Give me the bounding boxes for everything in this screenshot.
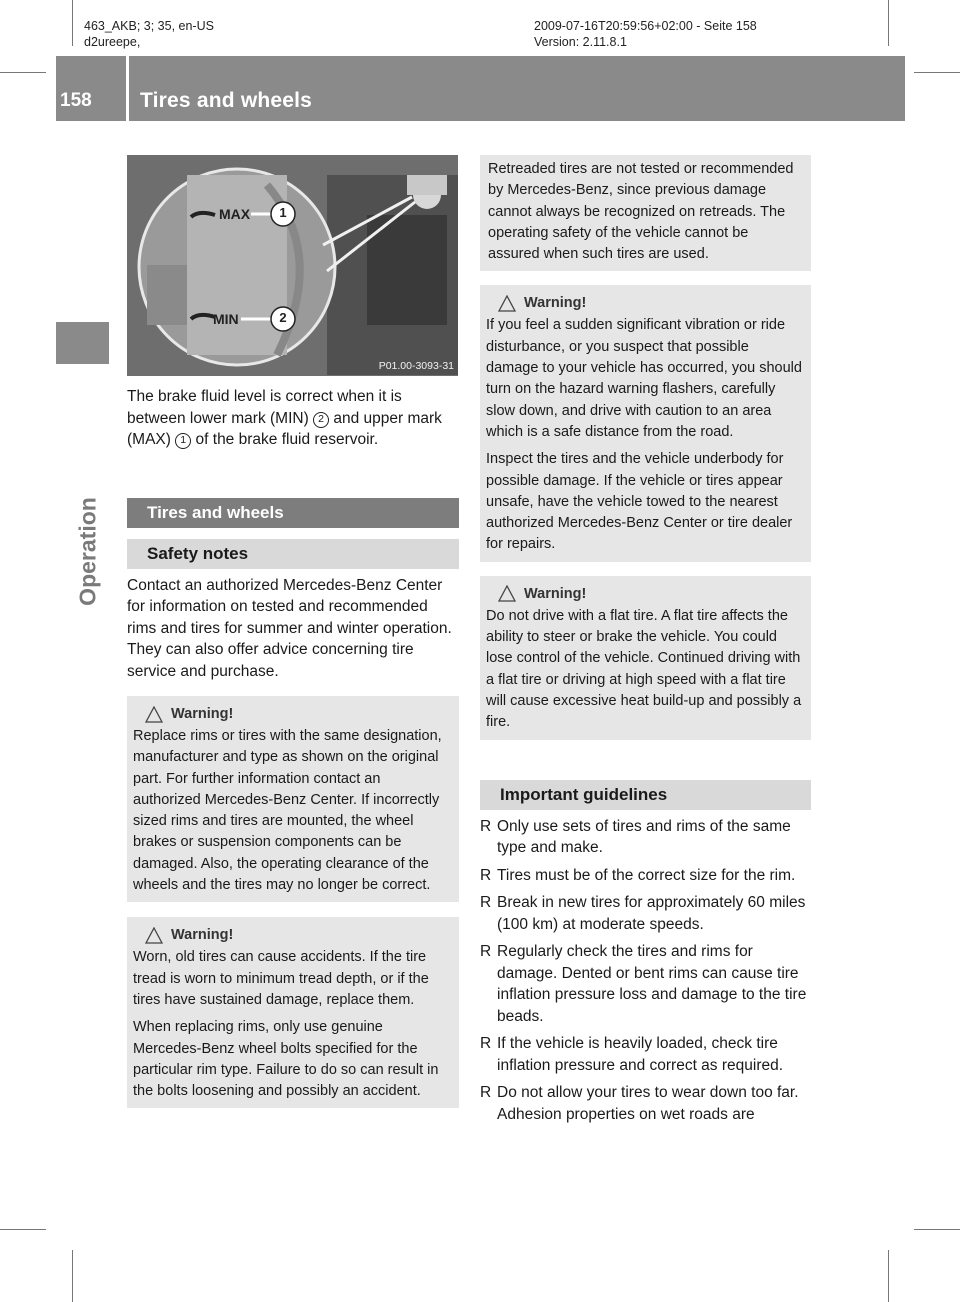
callout-2: 2 bbox=[279, 310, 287, 325]
warning-1-text: Replace rims or tires with the same designation, manufacturer and type as shown on the original part. For further information contact an authorized Mercedes-Benz Center. If incorrectly sized rims and tires are mounted, the wheel brakes or suspension components can be damaged. Also, the operating clearance of the wheels and the tires may no longer be correct. bbox=[133, 728, 442, 894]
warning-heading: Warning! bbox=[145, 702, 451, 726]
right-column bbox=[480, 155, 811, 1131]
photo-code: P01.00-3093-31 bbox=[378, 360, 454, 372]
warning-triangle-icon bbox=[145, 706, 163, 723]
safety-notes-heading: Safety notes bbox=[127, 539, 459, 569]
guidelines-list bbox=[480, 816, 811, 1126]
section-label bbox=[70, 490, 110, 630]
crop-mark bbox=[72, 0, 73, 46]
brake-fluid-reservoir-photo bbox=[127, 155, 458, 376]
reservoir-illustration bbox=[127, 155, 458, 376]
page-header bbox=[56, 56, 905, 121]
marker-max: 1 bbox=[175, 433, 191, 449]
crop-mark bbox=[888, 1250, 889, 1302]
warning-box-2 bbox=[127, 917, 459, 1108]
crop-mark bbox=[72, 1250, 73, 1302]
section-tab bbox=[56, 322, 109, 364]
warning-triangle-icon bbox=[498, 295, 516, 312]
warning-heading: Warning! bbox=[145, 923, 451, 947]
meta-left-line1: 463_AKB; 3; 35, en-US bbox=[84, 19, 214, 33]
crop-mark bbox=[914, 72, 960, 73]
warning-4-text: Do not drive with a flat tire. A flat tire affects the ability to steer or brake the vehicle. You could lose control of the vehicle. Continued driving with a flat tire or driving at high speed with a flat tire will cause excessive heat build-up and possibly a fire. bbox=[486, 607, 802, 731]
crop-mark bbox=[914, 1229, 960, 1230]
warning-heading: Warning! bbox=[498, 291, 803, 315]
list-item: R Only use sets of tires and rims of the same type and make. bbox=[480, 817, 791, 857]
list-item: R Regularly check the tires and rims for damage. Dented or bent rims can cause tire inflation pressure loss and damage to the tire beads. bbox=[480, 943, 807, 1025]
list-item: R Do not allow your tires to wear down too far. Adhesion properties on wet roads are bbox=[480, 1084, 799, 1123]
retread-note-text: Retreaded tires are not tested or recommended by Mercedes-Benz, since previous damage cannot always be recognized on retreads. The operating safety of the vehicle cannot be assured when such tires are used. bbox=[488, 161, 794, 263]
callout-1: 1 bbox=[279, 205, 287, 220]
warning-3-text-1: If you feel a sudden significant vibration or ride disturbance, or you suspect that possible damage to your vehicle has occurred, you should turn on the hazard warning flashers, carefully slow down, and drive with caution to an area which is a safe distance from the road. bbox=[486, 317, 802, 440]
warning-box-4 bbox=[480, 576, 811, 740]
crop-mark bbox=[0, 1229, 46, 1230]
min-mark-label: MIN bbox=[213, 311, 239, 327]
section-label-text: Operation bbox=[74, 497, 101, 606]
list-item: R Tires must be of the correct size for the rim. bbox=[480, 866, 796, 884]
max-mark-label: MAX bbox=[219, 206, 251, 222]
important-guidelines-heading: Important guidelines bbox=[480, 780, 811, 810]
tires-wheels-heading: Tires and wheels bbox=[127, 498, 459, 528]
warning-box-3 bbox=[480, 285, 811, 561]
safety-intro: Contact an authorized Mercedes-Benz Center for information on tested and recommended rims and tires for summer and winter operation. They can also offer advice concerning tire service and purchase. bbox=[127, 576, 452, 680]
warning-triangle-icon bbox=[145, 927, 163, 944]
warning-2-text-1: Worn, old tires can cause accidents. If the tire tread is worn to minimum tread depth, or if the tires have sustained damage, replace them. bbox=[133, 949, 429, 1008]
warning-triangle-icon bbox=[498, 585, 516, 602]
brake-fluid-text: The brake fluid level is correct when it is between lower mark (MIN) 2 and upper mark (MAX) 1 of the brake fluid reservoir. bbox=[127, 388, 442, 448]
warning-heading: Warning! bbox=[498, 582, 803, 606]
warning-3-text-2: Inspect the tires and the vehicle underbody for possible damage. If the vehicle or tires appear unsafe, have the vehicle towed to the nearest authorized Mercedes-Benz Center or tire dealer for repairs. bbox=[486, 451, 793, 553]
warning-box-1 bbox=[127, 696, 459, 902]
print-meta-right bbox=[534, 18, 757, 50]
marker-min: 2 bbox=[313, 412, 329, 428]
retread-note-box bbox=[480, 155, 811, 271]
meta-left-line2: d2ureepe, bbox=[84, 35, 141, 49]
header-divider bbox=[126, 56, 129, 121]
print-meta-left bbox=[84, 18, 214, 50]
page-number: 158 bbox=[60, 90, 92, 111]
left-column bbox=[127, 155, 459, 1108]
crop-mark bbox=[0, 72, 46, 73]
meta-right-line1: 2009-07-16T20:59:56+02:00 - Seite 158 bbox=[534, 19, 757, 33]
page-title: Tires and wheels bbox=[140, 89, 313, 112]
meta-right-line2: Version: 2.11.8.1 bbox=[534, 35, 627, 49]
list-item: R If the vehicle is heavily loaded, check tire inflation pressure and correct as required. bbox=[480, 1035, 784, 1074]
warning-2-text-2: When replacing rims, only use genuine Mercedes-Benz wheel bolts specified for the particular rim type. Failure to do so can result in the bolts loosening and possibly an accident. bbox=[133, 1019, 439, 1100]
list-item: R Break in new tires for approximately 60 miles (100 km) at moderate speeds. bbox=[480, 894, 806, 933]
crop-mark bbox=[888, 0, 889, 46]
